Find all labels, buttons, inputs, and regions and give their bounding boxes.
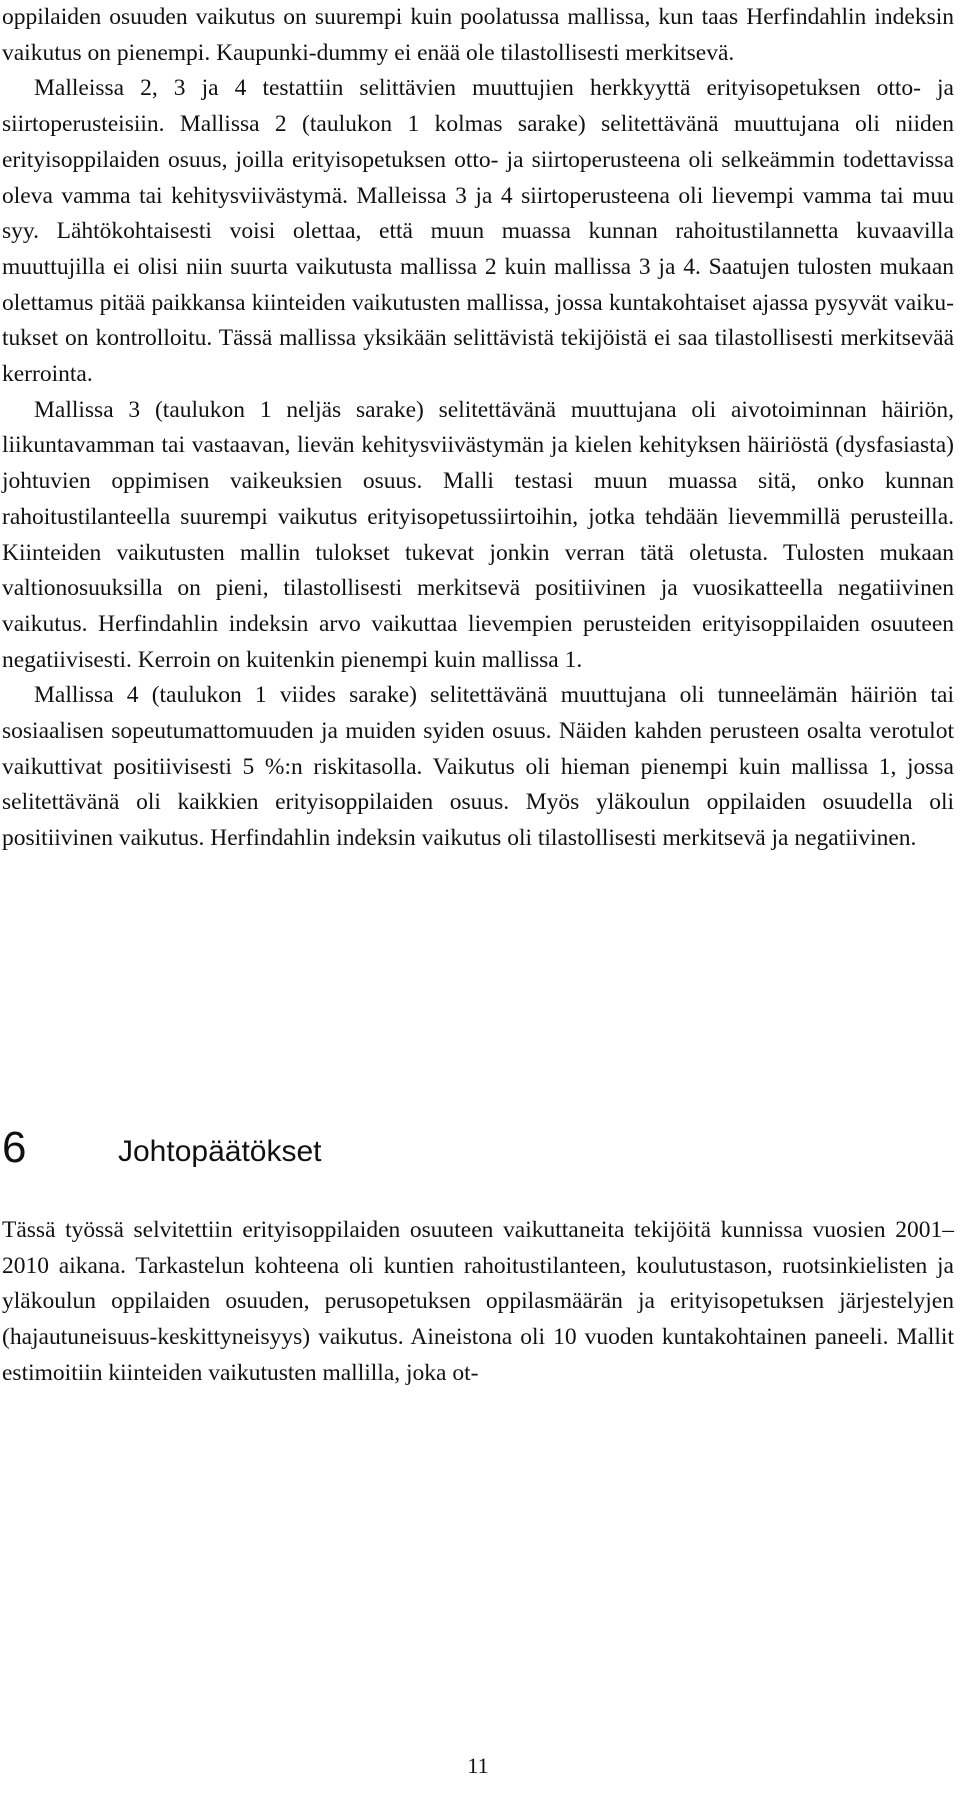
- body-text-top: [2, 0, 954, 857]
- body-text-bottom: [2, 1213, 954, 1392]
- paragraph-conclusions: Tässä työssä selvitettiin erityisoppilaiden osuuteen vaikuttaneita tekijöitä kunnissa vuosien 2001–2010 aikana. Tarkastelun kohteena oli kuntien rahoitustilanteen, koulutustason, ruotsinkielisten ja yläkoulun oppilaiden osuuden, perusopetuksen oppilasmäärän ja erityisopetuksen järjestelyjen (hajautuneisuus-keskittyneisyys) vaikutus. Aineistona oli 10 vuoden kuntakohtainen paneeli. Mallit estimoitiin kiinteiden vaikutusten mallilla, joka ot-: [2, 1217, 954, 1386]
- paragraph-models-2-3-4: Malleissa 2, 3 ja 4 testattiin selittävien muuttujien herkkyyttä erityisopetuksen otto- ja siirtoperusteisiin. Mallissa 2 (taulukon 1 kolmas sarake) selitettävänä muuttujana oli niiden erityisoppilaiden osuus, joilla erityisopetuksen otto- ja siirtoperusteena oli selkeämmin todettavissa oleva vamma tai kehitysviivästymä. Malleissa 3 ja 4 siirtoperusteena oli lievempi vamma tai muu syy. Lähtökohtaisesti voisi olettaa, että muun muassa kunnan rahoitustilannetta kuvaavilla muuttujilla ei olisi niin suurta vaikutusta mallissa 2 kuin mallissa 3 ja 4. Saatujen tulosten mukaan olettamus pitää paikkansa kiinteiden vaikutusten mallissa, jossa kuntakohtaiset ajassa pysyvät vaikutukset on kontrolloitu. Tässä mallissa yksikään selittävistä tekijöistä ei saa tilastollisesti merkitsevää kerrointa.: [2, 75, 954, 388]
- paragraph-model-4: Mallissa 4 (taulukon 1 viides sarake) selitettävänä muuttujana oli tunneelämän häiriön tai sosiaalisen sopeutumattomuuden ja muiden syiden osuus. Näiden kahden perusteen osalta verotulot vaikuttivat positiivisesti 5 %:n riskitasolla. Vaikutus oli hieman pienempi kuin mallissa 1, jossa selitettävänä oli kaikkien erityisoppilaiden osuus. Myös yläkoulun oppilaiden osuudella oli positiivinen vaikutus. Herfindahlin indeksin vaikutus oli tilastollisesti merkitsevä ja negatiivinen.: [2, 682, 954, 852]
- section-heading: [2, 1120, 954, 1180]
- section-number: 6: [2, 1123, 27, 1172]
- section-title: Johtopäätökset: [118, 1135, 322, 1168]
- paragraph-continued: oppilaiden osuuden vaikutus on suurempi kuin poolatussa mallissa, kun taas Herfindahlin indeksin vaikutus on pienempi. Kaupunki-dummy ei enää ole tilastollisesti merkitsevä.: [2, 4, 954, 66]
- page-number: 11: [467, 1753, 489, 1778]
- paragraph-model-3: Mallissa 3 (taulukon 1 neljäs sarake) selitettävänä muuttujana oli aivotoiminnan häiriön, liikuntavamman tai vastaavan, lievän kehitysviivästymän ja kielen kehityksen häiriöstä (dysfasiasta) johtuvien oppimisen vaikeuksien osuus. Malli testasi muun muassa sitä, onko kunnan rahoitustilanteella suurempi vaikutus erityisopetussiirtoihin, jotka tehdään lievemmillä perusteilla. Kiinteiden vaikutusten mallin tulokset tukevat jonkin verran tätä oletusta. Tulosten mukaan valtionosuuksilla on pieni, tilastollisesti merkitsevä positiivinen ja vuosikatteella negatiivinen vaikutus. Herfindahlin indeksin arvo vaikuttaa lievempien perusteiden erityisoppilaiden osuuteen negatiivisesti. Kerroin on kuitenkin pienempi kuin mallissa 1.: [2, 396, 954, 673]
